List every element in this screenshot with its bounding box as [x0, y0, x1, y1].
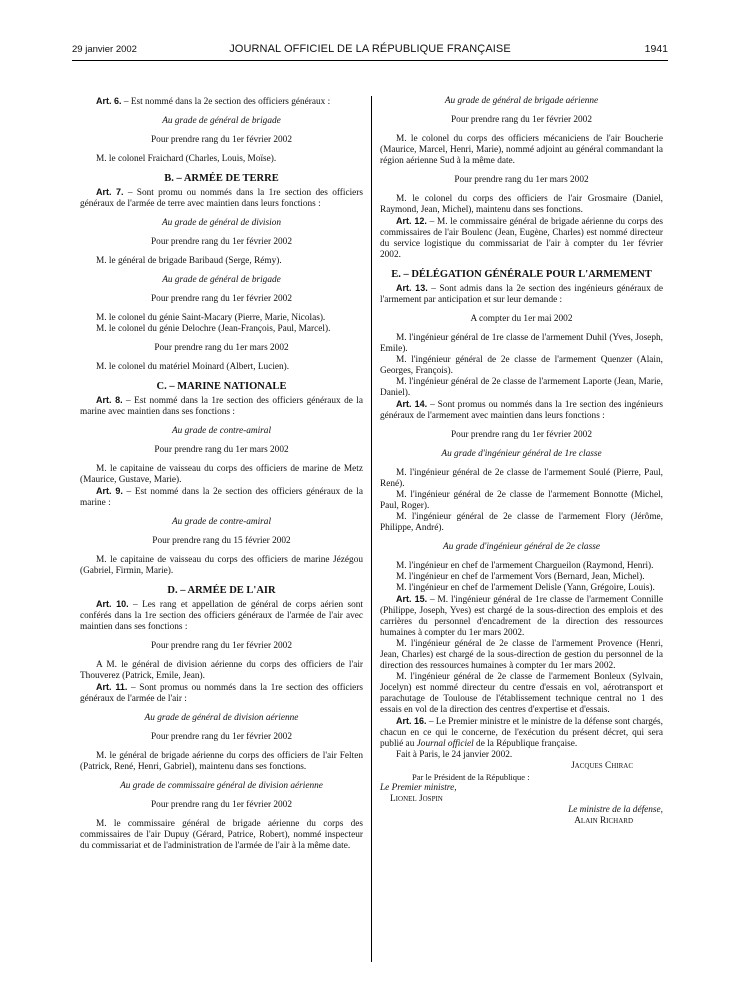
- article-text: – Sont promus ou nommés dans la 1re section des ingénieurs généraux de l'armement avec maintien dans leurs fonctions :: [380, 400, 664, 421]
- page-header: [72, 44, 668, 58]
- rank-date-line: Pour prendre rang du 1er février 2002: [451, 115, 592, 125]
- rank-date-line: Pour prendre rang du 1er mars 2002: [154, 343, 289, 353]
- article-paragraph: [380, 283, 663, 306]
- article-paragraph: [380, 399, 663, 422]
- article-text: – Les rang et appellation de général de corps aérien sont conférés dans la 1re section des officiers généraux de l'armée de l'air avec maintien dans ses fonctions :: [80, 600, 364, 632]
- header-page-number: 1941: [644, 43, 668, 55]
- grade-heading: Au grade de général de division aérienne: [144, 713, 299, 723]
- article-number: Art. 13.: [396, 283, 428, 293]
- signature-name: Jacques Chirac: [571, 761, 633, 771]
- signature-title: Le ministre de la défense,: [568, 805, 663, 815]
- body-paragraph: M. le colonel du génie Delochre (Jean-François, Paul, Marcel).: [96, 324, 331, 334]
- body-paragraph: M. l'ingénieur en chef de l'armement Chargueilon (Raymond, Henri).: [396, 561, 654, 571]
- rank-date-line: Pour prendre rang du 1er février 2002: [151, 732, 292, 742]
- article-text: – Sont promu ou nommés dans la 1re section des officiers généraux de l'armée de terre avec maintien dans leurs fonctions :: [80, 188, 363, 209]
- article-text: – M. le commissaire général de brigade aérienne du corps des commissaires de l'air Boulenc (Jean, Eugène, Charles) est nommé directeur du service logistique du commissariat de l'air à compter du 1er février 2002.: [380, 217, 663, 260]
- signature-line: Par le Président de la République :: [412, 772, 530, 782]
- grade-heading: Au grade de général de brigade: [162, 116, 281, 126]
- article-paragraph: [380, 594, 663, 639]
- article-text: – Sont promus ou nommés dans la 1re section des officiers généraux de l'armée de l'air :: [80, 683, 363, 704]
- article-number: Art. 11.: [96, 682, 128, 692]
- rank-date-line: Pour prendre rang du 1er février 2002: [151, 237, 292, 247]
- body-paragraph: M. le général de brigade aérienne du corps des officiers de l'air Felten (Patrick, René, Henri, Gabriel), maintenu dans ses fonctions.: [80, 751, 363, 772]
- section-heading: E. – DÉLÉGATION GÉNÉRALE POUR L'ARMEMENT: [391, 269, 652, 280]
- body-paragraph: M. l'ingénieur général de 2e classe de l'armement Bonnotte (Michel, Paul, Roger).: [380, 490, 663, 511]
- article-number: Art. 6.: [96, 96, 122, 106]
- section-heading: C. – MARINE NATIONALE: [156, 381, 287, 392]
- body-paragraph: A M. le général de division aérienne du corps des officiers de l'air Thouverez (Patrick, Emile, Jean).: [80, 660, 363, 681]
- article-paragraph: [80, 187, 363, 210]
- article-text: – Sont admis dans la 2e section des ingénieurs généraux de l'armement par anticipation et sur leur demande :: [380, 284, 664, 305]
- rank-date-line: Pour prendre rang du 1er février 2002: [151, 294, 292, 304]
- body-paragraph: M. le général de brigade Baribaud (Serge, Rémy).: [96, 256, 282, 266]
- article-text: – Est nommé dans la 1re section des officiers généraux de la marine avec maintien dans ses fonctions :: [80, 396, 363, 417]
- body-paragraph: M. l'ingénieur en chef de l'armement Vors (Bernard, Jean, Michel).: [396, 572, 645, 582]
- grade-heading: Au grade de contre-amiral: [171, 517, 272, 527]
- grade-heading: Au grade de contre-amiral: [171, 426, 272, 436]
- section-heading: D. – ARMÉE DE L'AIR: [167, 585, 276, 596]
- rank-date-line: Pour prendre rang du 1er février 2002: [151, 135, 292, 145]
- body-paragraph: M. le capitaine de vaisseau du corps des officiers de marine Jézégou (Gabriel, Firmin, Marie).: [80, 555, 363, 576]
- article-number: Art. 7.: [96, 187, 124, 197]
- body-paragraph: M. le colonel du corps des officiers de l'air Grosmaire (Daniel, Raymond, Jean, Michel), maintenu dans ses fonctions.: [380, 194, 663, 215]
- rank-date-line: Pour prendre rang du 1er mars 2002: [454, 175, 589, 185]
- signature-name: Alain Richard: [574, 816, 633, 826]
- article-italic-text: Journal officiel: [416, 739, 474, 749]
- body-paragraph: M. l'ingénieur en chef de l'armement Delisle (Yann, Grégoire, Louis).: [396, 583, 655, 593]
- header-title: JOURNAL OFFICIEL DE LA RÉPUBLIQUE FRANÇAISE: [229, 43, 511, 55]
- body-paragraph: M. l'ingénieur général de 2e classe de l'armement Bonleux (Sylvain, Jocelyn) est nommé directeur du centre d'essais en vol, aérotransport et parachutage de Toulouse de l'établissement technique central no 1 des essais en vol de la direction des centres d'expertise et d'essais.: [380, 672, 663, 715]
- article-text: – M. l'ingénieur général de 1re classe de l'armement Connille (Philippe, Joseph, Yves) est chargé de la sous-direction des emplois et des carrières du personnel d'encadrement de la direction des ressources humaines à compter du 1er mars 2002.: [380, 595, 663, 638]
- article-paragraph: [80, 96, 363, 108]
- article-paragraph: [80, 682, 363, 705]
- right-column: [380, 96, 663, 827]
- article-text: – Est nommé dans la 2e section des officiers généraux de la marine :: [80, 487, 363, 508]
- body-paragraph: M. l'ingénieur général de 2e classe de l'armement Flory (Jérôme, Philippe, André).: [380, 512, 663, 533]
- rank-date-line: Pour prendre rang du 1er mars 2002: [154, 445, 289, 455]
- body-paragraph: M. le colonel du génie Saint-Macary (Pierre, Marie, Nicolas).: [96, 313, 326, 323]
- article-paragraph: [80, 486, 363, 509]
- body-paragraph: M. le colonel du corps des officiers mécaniciens de l'air Boucherie (Maurice, Marcel, Henri, Marie), nommé adjoint au général commandant la région aérienne Sud à la même date.: [380, 134, 663, 166]
- rank-date-line: Pour prendre rang du 15 février 2002: [152, 536, 291, 546]
- article-number: Art. 10.: [96, 599, 129, 609]
- article-paragraph: [80, 395, 363, 418]
- header-date: 29 janvier 2002: [72, 44, 137, 55]
- rank-date-line: A compter du 1er mai 2002: [470, 314, 573, 324]
- signature-name: Lionel Jospin: [390, 794, 443, 804]
- article-text: – Le Premier ministre et le ministre de la défense sont chargés, chacun en ce qui le concerne, de l'exécution du présent décret, qui sera publié au: [380, 717, 663, 749]
- article-paragraph: [80, 599, 363, 633]
- body-paragraph: M. le colonel du matériel Moinard (Albert, Lucien).: [96, 362, 290, 372]
- grade-heading: Au grade de commissaire général de division aérienne: [120, 781, 323, 791]
- body-paragraph: Fait à Paris, le 24 janvier 2002.: [396, 750, 513, 760]
- body-paragraph: M. l'ingénieur général de 2e classe de l'armement Provence (Henri, Jean, Charles) est chargé de la sous-direction de gestion du personnel de la direction des ressources humaines à compter du 1er mars 2002.: [380, 639, 663, 671]
- left-column: [80, 96, 363, 852]
- article-number: Art. 12.: [396, 216, 427, 226]
- signature-title: Le Premier ministre,: [380, 783, 457, 793]
- grade-heading: Au grade de général de brigade aérienne: [444, 96, 599, 106]
- rank-date-line: Pour prendre rang du 1er février 2002: [451, 430, 592, 440]
- body-paragraph: M. le capitaine de vaisseau du corps des officiers de marine de Metz (Maurice, Gustave, Marie).: [80, 464, 363, 485]
- article-text: de la République française.: [473, 739, 578, 749]
- grade-heading: Au grade de général de division: [161, 218, 282, 228]
- article-number: Art. 16.: [396, 716, 427, 726]
- body-paragraph: M. l'ingénieur général de 2e classe de l'armement Quenzer (Alain, Georges, François).: [380, 355, 663, 376]
- body-paragraph: M. l'ingénieur général de 2e classe de l'armement Laporte (Jean, Marie, Daniel).: [380, 377, 663, 398]
- body-paragraph: M. l'ingénieur général de 2e classe de l'armement Soulé (Pierre, Paul, René).: [380, 468, 663, 489]
- body-paragraph: M. l'ingénieur général de 1re classe de l'armement Duhil (Yves, Joseph, Emile).: [380, 333, 663, 354]
- header-rule: [72, 60, 668, 61]
- column-divider: [371, 96, 372, 962]
- grade-heading: Au grade d'ingénieur général de 2e classe: [443, 542, 600, 552]
- article-paragraph: [380, 716, 663, 750]
- body-paragraph: M. le commissaire général de brigade aérienne du corps des commissaires de l'air Dupuy (Gérard, Patrice, Robert), nommé inspecteur du commissariat et de l'administration de l'armée de l'air à la même date.: [80, 819, 363, 851]
- grade-heading: Au grade d'ingénieur général de 1re classe: [441, 449, 602, 459]
- article-paragraph: [380, 216, 663, 261]
- rank-date-line: Pour prendre rang du 1er février 2002: [151, 641, 292, 651]
- article-number: Art. 15.: [396, 594, 428, 604]
- section-heading: B. – ARMÉE DE TERRE: [164, 173, 279, 184]
- article-number: Art. 14.: [396, 399, 428, 409]
- rank-date-line: Pour prendre rang du 1er février 2002: [151, 800, 292, 810]
- article-number: Art. 8.: [96, 395, 123, 405]
- article-text: – Est nommé dans la 2e section des officiers généraux :: [121, 97, 331, 107]
- body-paragraph: M. le colonel Fraichard (Charles, Louis, Moïse).: [96, 154, 277, 164]
- article-number: Art. 9.: [96, 486, 123, 496]
- grade-heading: Au grade de général de brigade: [162, 275, 281, 285]
